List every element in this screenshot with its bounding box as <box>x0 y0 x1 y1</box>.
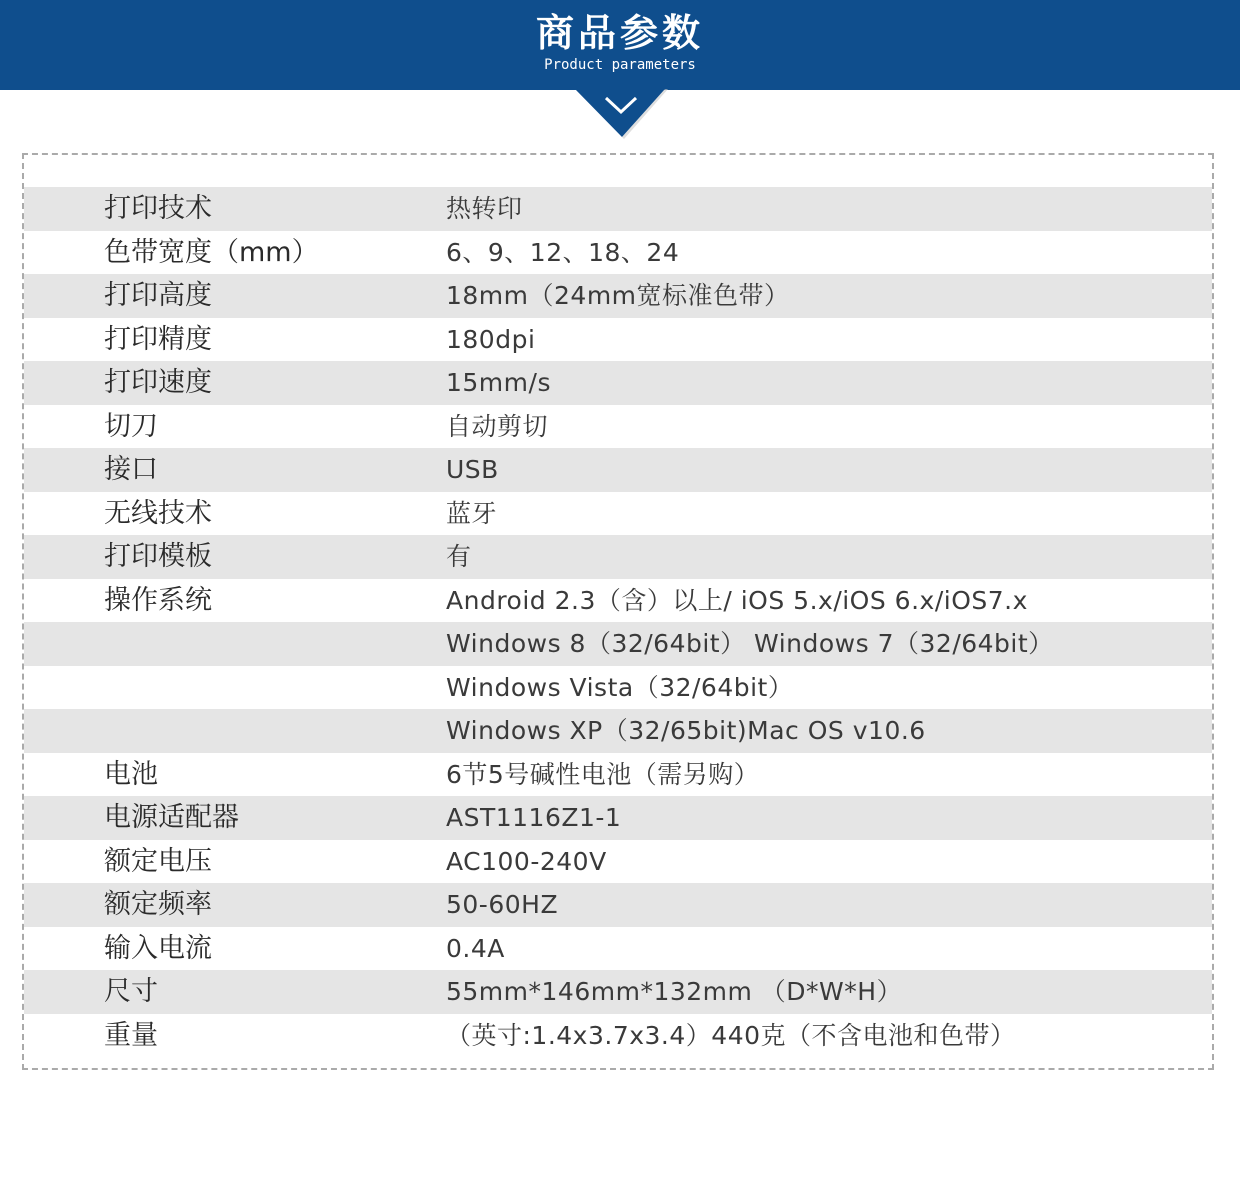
param-label: 重量 <box>104 1019 158 1051</box>
param-value: 55mm*146mm*132mm （D*W*H） <box>446 977 903 1006</box>
parameters-rows <box>24 187 1212 1057</box>
param-label: 尺寸 <box>104 976 158 1007</box>
page-subtitle: Product parameters <box>544 57 696 73</box>
parameters-table <box>22 153 1214 1070</box>
param-label: 打印速度 <box>104 367 212 398</box>
page-title: 商品参数 <box>535 11 704 55</box>
param-label: 操作系统 <box>104 584 212 616</box>
param-value: 18mm（24mm宽标准色带） <box>446 281 790 310</box>
table-row <box>24 666 1212 710</box>
param-label: 打印精度 <box>104 323 212 355</box>
param-label: 电池 <box>104 758 158 790</box>
table-row <box>24 274 1212 318</box>
table-row <box>24 709 1212 753</box>
param-label: 输入电流 <box>104 932 212 964</box>
param-value: 180dpi <box>446 324 536 354</box>
param-value: Android 2.3（含）以上/ iOS 5.x/iOS 6.x/iOS7.x <box>446 585 1028 615</box>
param-value: 50-60HZ <box>446 890 559 919</box>
param-value: 蓝牙 <box>446 498 498 528</box>
param-label: 切刀 <box>104 410 158 442</box>
table-row <box>24 927 1212 971</box>
table-row <box>24 883 1212 927</box>
param-value: AC100-240V <box>446 846 607 876</box>
table-row <box>24 796 1212 840</box>
param-label: 无线技术 <box>104 497 212 529</box>
chevron-down-icon <box>0 96 1240 120</box>
table-row <box>24 753 1212 797</box>
param-label: 电源适配器 <box>104 802 239 833</box>
param-value: 15mm/s <box>446 368 551 397</box>
param-value: 自动剪切 <box>446 411 549 441</box>
table-row <box>24 535 1212 579</box>
header-band <box>0 0 1240 90</box>
param-value: USB <box>446 455 499 484</box>
table-row <box>24 579 1212 623</box>
table-row <box>24 1014 1212 1058</box>
table-row <box>24 970 1212 1014</box>
param-label: 打印高度 <box>104 280 212 311</box>
param-value: Windows 8（32/64bit） Windows 7（32/64bit） <box>446 629 1054 658</box>
param-value: AST1116Z1-1 <box>446 803 622 832</box>
param-label: 打印模板 <box>104 541 212 572</box>
table-row <box>24 840 1212 884</box>
table-row <box>24 492 1212 536</box>
table-row <box>24 361 1212 405</box>
param-value: 热转印 <box>446 194 523 223</box>
param-label: 色带宽度（mm） <box>104 236 319 268</box>
param-value: 6、9、12、18、24 <box>446 237 680 267</box>
param-value: （英寸:1.4x3.7x3.4）440克（不含电池和色带） <box>446 1020 1016 1050</box>
table-row <box>24 187 1212 231</box>
param-label: 额定频率 <box>104 889 212 920</box>
table-row <box>24 318 1212 362</box>
table-row <box>24 405 1212 449</box>
table-row <box>24 622 1212 666</box>
table-row <box>24 231 1212 275</box>
param-label: 接口 <box>104 454 158 485</box>
param-value: 有 <box>446 542 472 571</box>
param-value: Windows Vista（32/64bit） <box>446 672 794 702</box>
table-row <box>24 448 1212 492</box>
param-value: Windows XP（32/65bit)Mac OS v10.6 <box>446 716 926 745</box>
param-value: 6节5号碱性电池（需另购） <box>446 759 760 789</box>
param-label: 打印技术 <box>104 193 212 224</box>
param-label: 额定电压 <box>104 845 212 877</box>
param-value: 0.4A <box>446 933 505 963</box>
